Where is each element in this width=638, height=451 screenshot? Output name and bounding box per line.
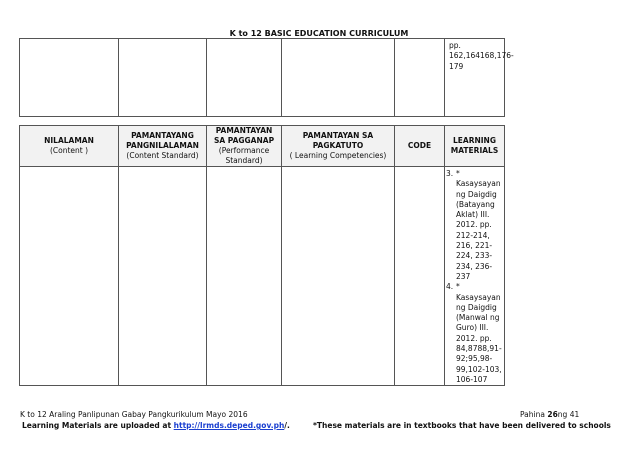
content-cell [20,167,119,386]
curriculum-table [19,125,505,386]
material-item [446,169,502,282]
material-text: * Kasaysayan ng Daigdig (Manwal ng Guro) III. 2012. pp. 84,8788,91-92;95,98-99,102-103, 106-107 [456,282,502,384]
footer-left: K to 12 Araling Panlipunan Gabay Pangkurikulum Mayo 2016 [20,410,248,419]
header-competencies-title: PAMANTAYAN SA PAGKATUTO [302,131,374,150]
code-cell [395,167,445,386]
header-learning-materials [445,126,505,167]
header-performance-standard-title: PAMANTAYAN SA PAGGANAP [213,126,275,145]
performance-standard-cell [207,39,282,117]
footer-upload-note: Learning Materials are uploaded at http://lrmds.deped.gov.ph/. [22,421,290,430]
material-item [446,282,502,385]
header-content-title: NILALAMAN [44,136,94,145]
content-standard-cell [119,167,207,386]
header-code-title: CODE [407,141,432,150]
lrmds-link[interactable]: http://lrmds.deped.gov.ph [173,421,285,430]
header-performance-standard-sub: (Performance Standard) [218,146,270,165]
page-title: K to 12 BASIC EDUCATION CURRICULUM [229,29,409,38]
competencies-cell [282,39,395,117]
header-content-standard [119,126,207,167]
material-text: * Kasaysayan ng Daigdig (Batayang Aklat) III. 2012. pp. 212-214, 216, 221-224, 233-234, 236-237 [456,169,501,281]
content-standard-cell [119,39,207,117]
page-number: Pahina 26ng 41 [520,410,580,419]
header-competencies [282,126,395,167]
header-content-standard-sub: (Content Standard) [126,151,199,160]
code-cell [395,39,445,117]
material-number: 3. [446,169,454,178]
footer-textbook-note: *These materials are in textbooks that have been delivered to schools [313,421,611,430]
header-competencies-sub: ( Learning Competencies) [289,151,387,160]
performance-standard-cell [207,167,282,386]
learning-materials-cell: pp. 162,164168,176-179 [445,39,505,117]
header-performance-standard [207,126,282,167]
header-learning-materials-title: LEARNING MATERIALS [450,136,499,155]
header-content-standard-title: PAMANTAYANG PANGNILALAMAN [126,131,199,150]
header-content-sub: (Content ) [49,146,89,155]
content-cell [20,39,119,117]
header-content [20,126,119,167]
header-code [395,126,445,167]
continued-table [19,38,514,117]
learning-materials-cell [445,167,505,386]
competencies-cell [282,167,395,386]
material-number: 4. [446,282,454,292]
